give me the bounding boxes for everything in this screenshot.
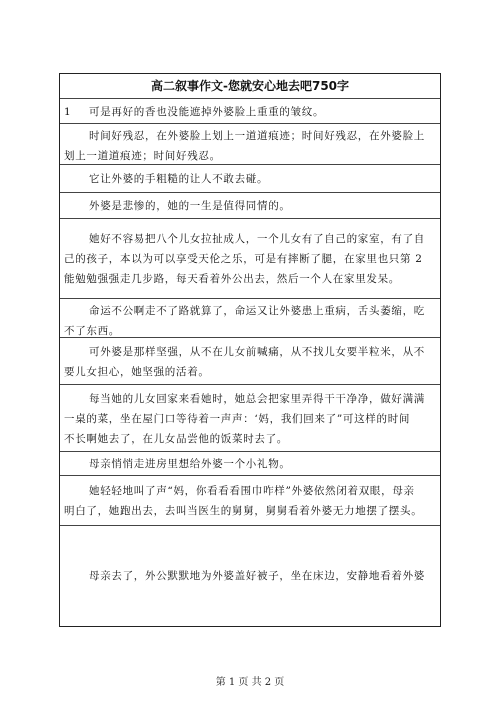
paragraph-line: 不长啊她去了，在儿女品尝他的饭菜时去了。	[64, 433, 288, 445]
paragraph-cell	[60, 338, 440, 385]
paragraph-line: 要儿女担心，她坚强的活着。	[64, 366, 210, 378]
paragraph-cell	[60, 476, 440, 526]
paragraph-line: 她好不容易把八个儿女拉扯成人，一个儿女有了自己的家室，有了自	[89, 233, 425, 245]
essay-table	[59, 73, 441, 627]
paragraph-cell	[60, 165, 440, 193]
paragraph-cell	[60, 385, 440, 452]
paragraph-cell	[60, 452, 440, 476]
paragraph-line: 外婆是悲惨的，她的一生是值得同情的。	[89, 200, 291, 212]
paragraph-line: 明白了，她跑出去，去叫当医生的舅舅，舅舅看着外婆无力地摆了摆头。	[64, 505, 423, 517]
paragraph-line: 能勉勉强强走几步路，每天看着外公出去，然后一个人在家里发呆。	[64, 273, 400, 285]
paragraph-line: 己的孩子，本以为可以享受天伦之乐，可是有摔断了腿，在家里也只第 2	[64, 253, 423, 265]
paragraph-line: 母亲悄悄走进房里想给外婆一个小礼物。	[89, 458, 291, 470]
page-footer: 第 1 页 共 2 页	[215, 677, 285, 688]
paragraph-line: 它让外婆的手粗糙的让人不敢去碰。	[89, 173, 269, 185]
paragraph-cell	[60, 99, 440, 124]
paragraph-cell	[60, 299, 440, 338]
document-title: 高二叙事作文-您就安心地去吧750字	[60, 74, 440, 99]
paragraph-cell	[60, 193, 440, 219]
paragraph-line: 每当她的儿女回家来看她时，她总会把家里弄得干干净净，做好满满	[89, 393, 425, 405]
paragraph-line: 命运不公啊走不了路就算了，命运又让外婆患上重病，舌头萎缩，吃	[89, 305, 425, 317]
paragraph-line: 母亲去了，外公默默地为外婆盖好被子，坐在床边，安静地看着外婆	[89, 570, 425, 582]
row-marker: 1	[64, 106, 71, 118]
paragraph-line: 她轻轻地叫了声“妈，你看看看围巾咋样”外婆依然闭着双眼，母亲	[89, 485, 415, 497]
paragraph-line: 时间好残忍，在外婆脸上划上一道道痕迹；时间好残忍，在外婆脸上	[89, 130, 425, 142]
paragraph-line: 可是再好的香也没能遮掉外婆脸上重重的皱纹。	[89, 106, 325, 118]
paragraph-cell	[60, 124, 440, 165]
paragraph-line: 划上一道道痕迹；时间好残忍。	[64, 150, 221, 162]
paragraph-line: 一桌的菜，坐在屋门口等待着一声声：‘妈，我们回来了”可这样的时间	[64, 413, 411, 425]
paragraph-line: 不了东西。	[64, 325, 120, 337]
paragraph-line: 可外婆是那样坚强，从不在儿女前喊痛，从不找儿女要半粒米，从不	[89, 346, 425, 358]
paragraph-cell	[60, 526, 440, 626]
paragraph-cell	[60, 219, 440, 299]
